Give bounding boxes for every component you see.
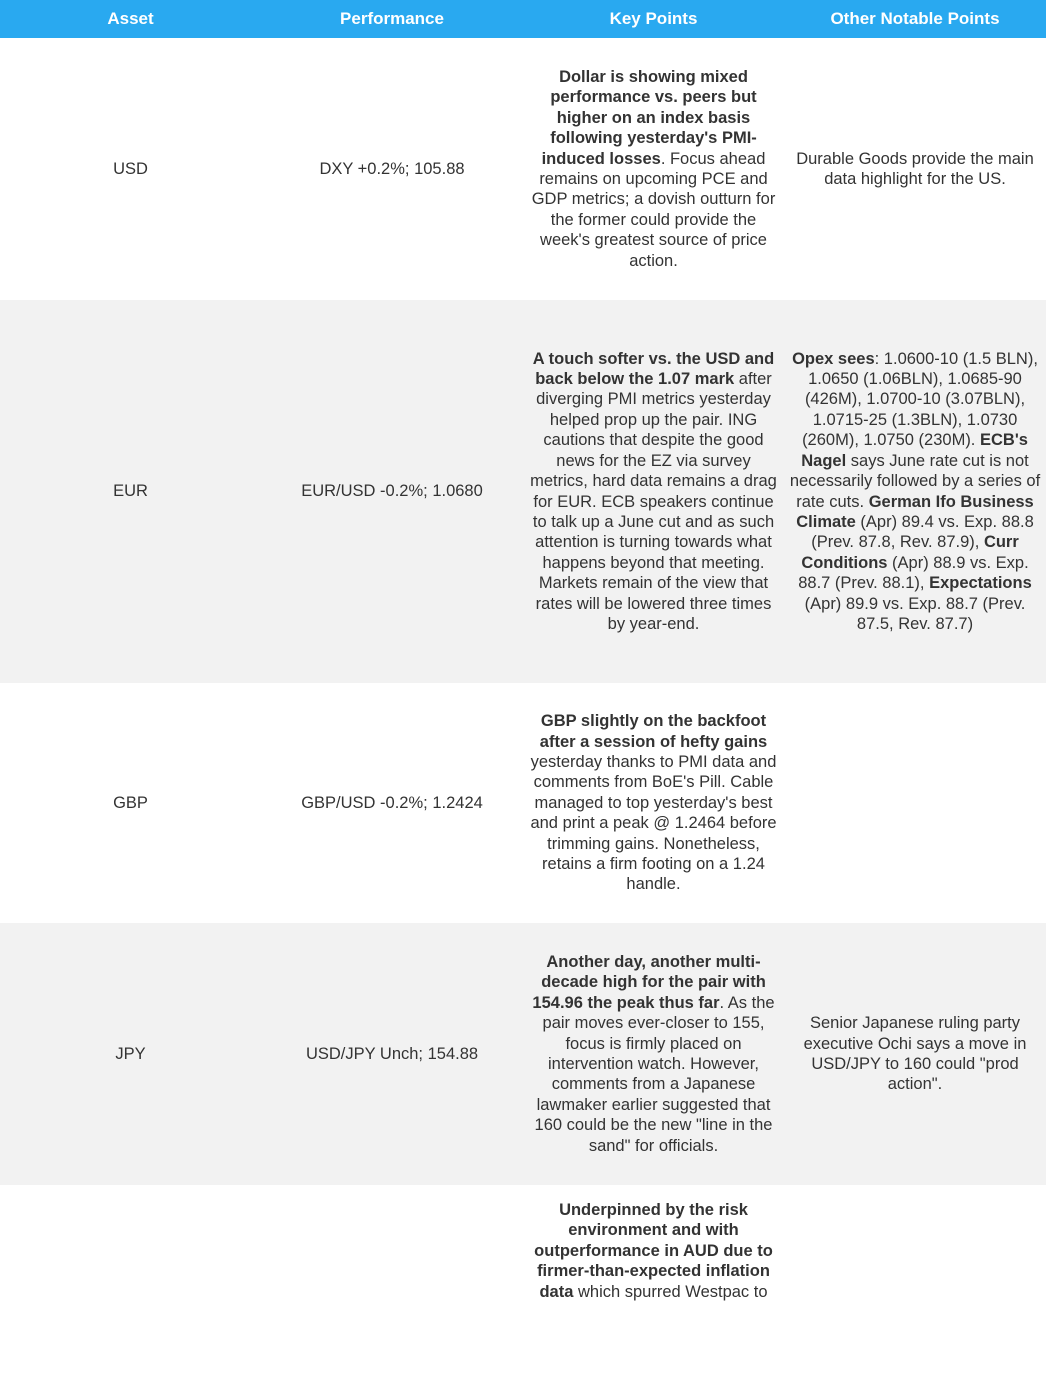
asset-cell: EUR [0,300,261,683]
performance-cell: GBP/USD -0.2%; 1.2424 [301,793,483,812]
note-bold: Expectations [929,574,1032,593]
other-notes-cell: Senior Japanese ruling party executive Ochi says a move in USD/JPY to 160 could "prod action". [784,923,1046,1185]
header-row [0,0,1046,38]
header-key-points: Key Points [523,0,784,38]
key-points-bold: Underpinned by the risk environment and with outperformance in AUD due to firmer-than-expected inflation data [534,1201,773,1301]
header-performance: Performance [261,0,523,38]
key-points-cell [523,300,784,683]
key-points-bold: GBP slightly on the backfoot after a session of hefty gains [539,712,768,751]
table-row [0,300,1046,683]
asset-cell [0,1185,261,1400]
asset-cell: GBP [113,793,148,812]
key-points-text: which spurred Westpac to [573,1282,768,1301]
key-points-bold: Dollar is showing mixed performance vs. peers but higher on an index basis following yesterday's PMI-induced losses [541,67,757,168]
key-points-text: . As the pair moves ever-closer to 155, focus is firmly placed on intervention watch. However, comments from a Japanese lawmaker earlier suggested that 160 could be the new "line in the sand" for officials. [534,993,775,1155]
note-text: (Apr) 89.9 vs. Exp. 88.7 (Prev. 87.5, Rev. 87.7) [804,594,1026,633]
key-points-bold: A touch softer vs. the USD and back below the 1.07 mark [532,349,775,389]
performance-cell: USD/JPY Unch; 154.88 [261,923,523,1185]
other-notes-cell [784,683,1046,923]
note-text: says June rate cut is not necessarily followed by a series of rate cuts. [789,451,1041,511]
performance-cell: DXY +0.2%; 105.88 [319,159,465,178]
table-row [0,1185,1046,1400]
key-points-bold: Another day, another multi-decade high for the pair with 154.96 the peak thus far [532,952,766,1012]
key-points-text: after diverging PMI metrics yesterday helped prop up the pair. ING cautions that despite the good news for the EZ via survey metrics, hard data remains a drag for EUR. ECB speakers continue to talk up a June cut and as such attention is turning towards what happens beyond that meeting. Markets remain of the view that rates will be lowered three times by year-end. [530,370,777,633]
other-notes-cell: Durable Goods provide the main data highlight for the US. [796,149,1034,188]
other-notes-cell [784,300,1046,683]
header-asset: Asset [0,0,261,38]
other-notes-cell [784,1185,1046,1400]
table-row [0,683,1046,923]
table-row [0,923,1046,1185]
note-bold: German Ifo Business Climate [796,492,1034,531]
note-bold: ECB's Nagel [801,431,1028,470]
note-text: (Apr) 88.9 vs. Exp. 88.7 (Prev. 88.1), [798,553,1029,593]
header-other-notable-points: Other Notable Points [784,0,1046,38]
key-points-text: . Focus ahead remains on upcoming PCE and GDP metrics; a dovish outturn for the former could provide the week's greatest source of price action. [531,149,776,270]
key-points-cell [523,923,784,1185]
note-bold: Opex sees [792,349,875,368]
key-points-text: yesterday thanks to PMI data and comments from BoE's Pill. Cable managed to top yesterday's best and print a peak @ 1.2464 before trimming gains. Nonetheless, retains a firm footing on a 1.24 handle. [530,752,777,894]
key-points-cell [523,683,784,923]
performance-cell: EUR/USD -0.2%; 1.0680 [261,300,523,683]
key-points-cell [523,38,784,300]
key-points-cell [523,1185,784,1400]
asset-cell: USD [113,159,148,178]
note-text: (Apr) 89.4 vs. Exp. 88.8 (Prev. 87.8, Rev. 87.9), [811,512,1034,552]
asset-cell: JPY [0,923,261,1185]
note-text: : 1.0600-10 (1.5 BLN), 1.0650 (1.06BLN), 1.0685-90 (426M), 1.0700-10 (3.07BLN), 1.0715-25 (1.3BLN), 1.0730 (260M), 1.0750 (230M). [802,349,1038,450]
table-row [0,38,1046,300]
performance-cell [261,1185,523,1400]
note-bold: Curr Conditions [801,533,1019,572]
